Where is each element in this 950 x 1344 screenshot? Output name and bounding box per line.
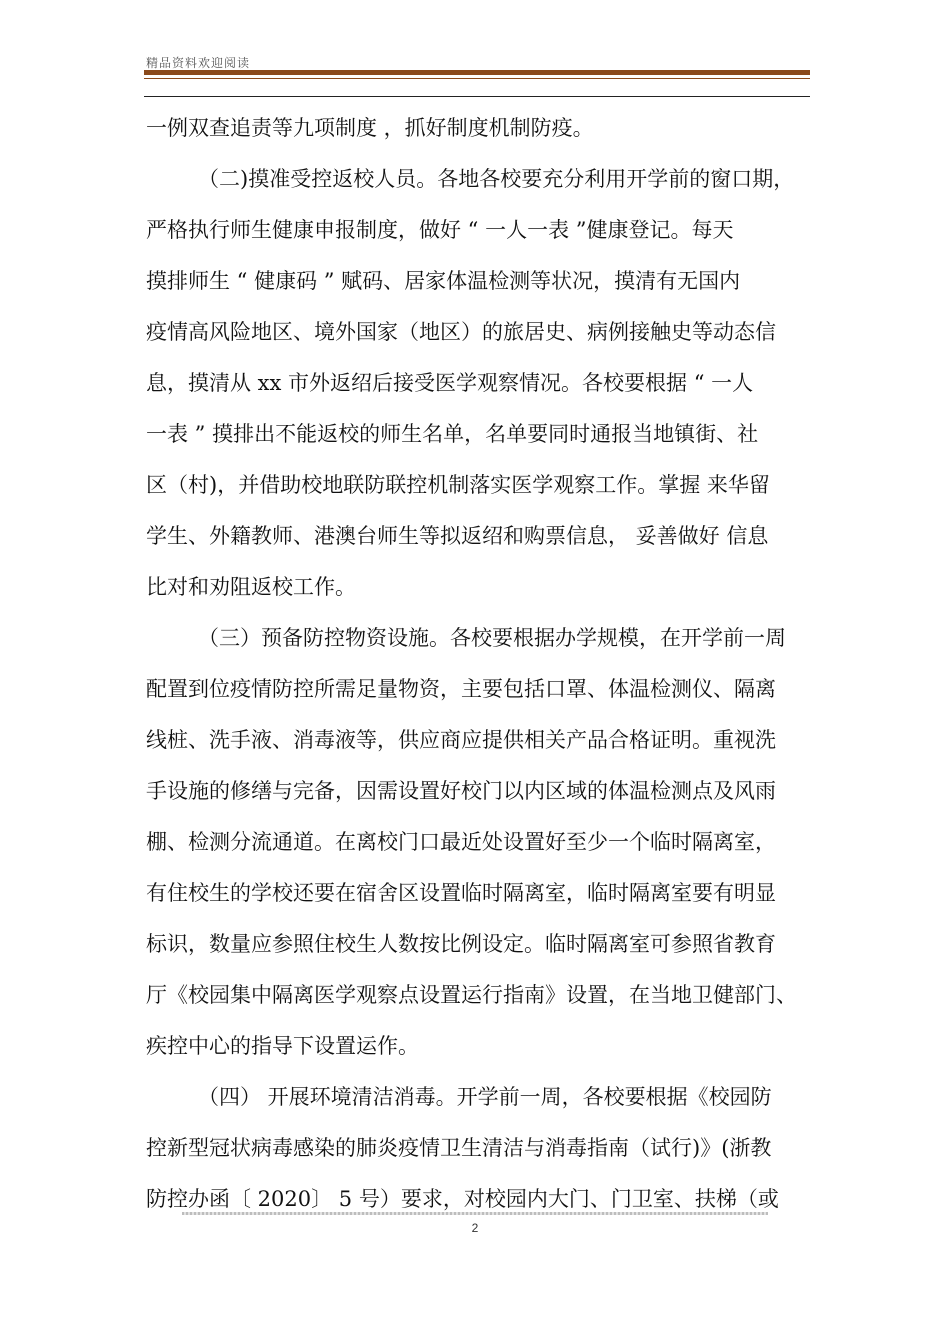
header-rule-thin [144,78,810,79]
body-line: 比对和劝阻返校工作。 [146,575,356,599]
header-rule-thick [144,70,810,75]
body-line: 防控办函〔 2020〕 5 号）要求，对校园内大门、门卫室、扶梯（或 [146,1187,779,1211]
body-line: 疫情高风险地区、境外国家（地区）的旅居史、病例接触史等动态信 [146,320,776,344]
body-line: 严格执行师生健康申报制度，做好 “ 一人一表 ”健康登记。每天 [146,218,734,242]
page-number: 2 [471,1221,479,1235]
page-header-text: 精品资料欢迎阅读 [146,56,251,70]
body-line: 一例双查追责等九项制度 ，抓好制度机制防疫。 [146,116,594,140]
body-line: 有住校生的学校还要在宿舍区设置临时隔离室，临时隔离室要有明显 [146,881,776,905]
body-line: （四） 开展环境清洁消毒。开学前一周，各校要根据《校园防 [198,1085,772,1109]
body-line: 学生、外籍教师、港澳台师生等拟返绍和购票信息， 妥善做好 信息 [146,524,769,548]
body-line: 配置到位疫情防控所需足量物资，主要包括口罩、体温检测仪、隔离 [146,677,776,701]
body-line: 摸排师生 “ 健康码 ” 赋码、居家体温检测等状况，摸清有无国内 [146,269,741,293]
body-line: 手设施的修缮与完备，因需设置好校门以内区域的体温检测点及风雨 [146,779,776,803]
body-line: 区（村)，并借助校地联防联控机制落实医学观察工作。掌握 来华留 [146,473,770,497]
body-line: 一表 ” 摸排出不能返校的师生名单，名单要同时通报当地镇街、社 [146,422,759,446]
body-line: 线桩、洗手液、消毒液等，供应商应提供相关产品合格证明。重视洗 [146,728,776,752]
body-line: （二)摸准受控返校人员。各地各校要充分利用开学前的窗口期， [198,167,795,191]
body-line: 棚、检测分流通道。在离校门口最近处设置好至少一个临时隔离室， [146,830,776,854]
body-line: 疾控中心的指导下设置运作。 [146,1034,419,1058]
top-rule [144,96,810,97]
document-body [146,103,812,1225]
body-line: （三）预备防控物资设施。各校要根据办学规模，在开学前一周 [198,626,786,650]
body-line: 息，摸清从 xx 市外返绍后接受医学观察情况。各校要根据 “ 一人 [146,371,754,395]
body-line: 控新型冠状病毒感染的肺炎疫情卫生清洁与消毒指南（试行)》(浙教 [146,1136,772,1160]
body-line: 厅《校园集中隔离医学观察点设置运行指南》设置，在当地卫健部门、 [146,983,797,1007]
footer-rule [182,1212,768,1215]
body-line: 标识，数量应参照住校生人数按比例设定。临时隔离室可参照省教育 [146,932,776,956]
